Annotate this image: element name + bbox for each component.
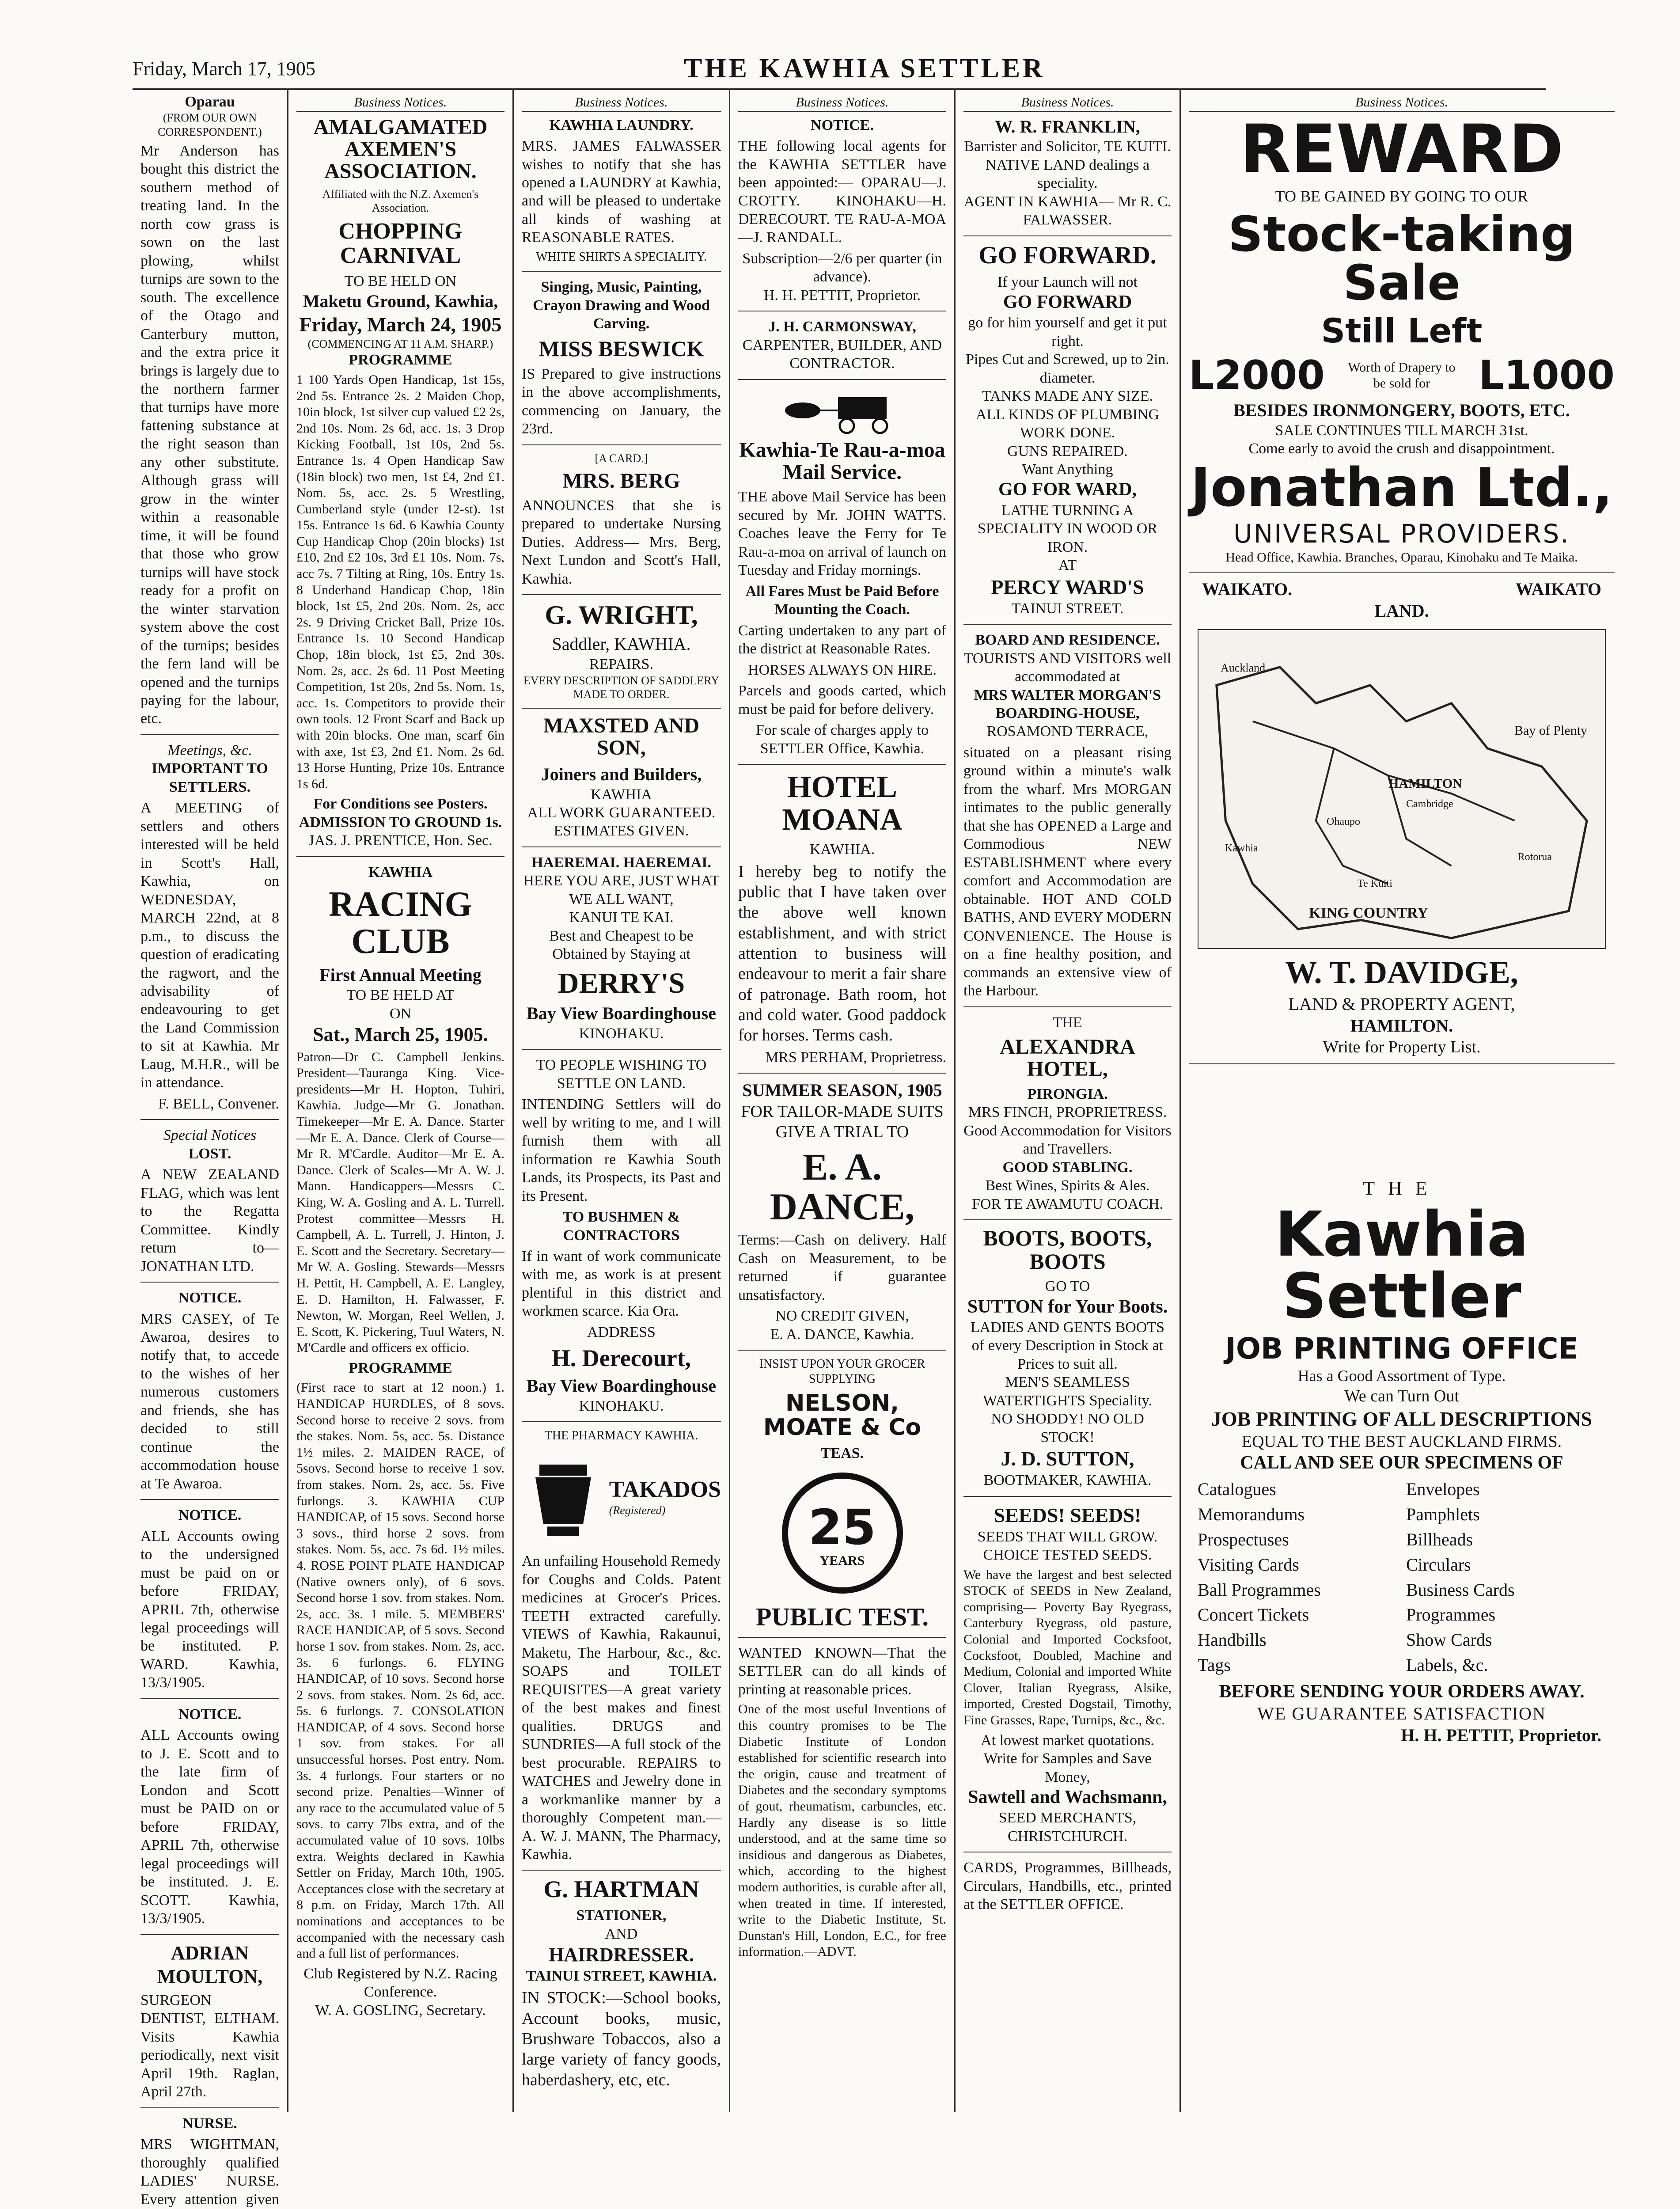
waikato-map <box>1198 629 1606 949</box>
column-2 <box>288 93 512 2107</box>
notice-text: SURGEON DENTIST, ELTHAM. Visits Kawhia periodically, next visit April 19th. Raglan, April 27th. <box>140 1992 279 2100</box>
ad-text: WANTED KNOWN—That the SETTLER can do all kinds of printing at reasonable prices. <box>738 1644 946 1698</box>
ad-heading: G. WRIGHT, <box>545 600 698 630</box>
ad-text: Best and Cheapest to be Obtained by Staying at <box>549 927 694 963</box>
notice-text: A MEETING of settlers and others interested will be held in Scott's Hall, Kawhia, on WEDNESDAY, MARCH 22nd, at 8 p.m., to discuss the question of eradicating the ragwort, and the advisability of endeavouring to get the Land Commission to sit at Kawhia. Mr Laug, M.H.R., will be in attendance. <box>140 800 279 1091</box>
ad-text: (COMMENCING AT 11 A.M. SHARP.) <box>307 337 493 350</box>
ad-subtitle: Affiliated with the N.Z. Axemen's Association. <box>322 187 479 215</box>
ad-text: TO PEOPLE WISHING TO SETTLE ON LAND. <box>536 1057 707 1092</box>
ad-text: Terms:—Cash on delivery. Half Cash on Measurement, to be returned if guarantee unsatisfactory. <box>738 1232 946 1303</box>
ad-text: If your Launch will not <box>997 273 1138 290</box>
map-heading: WAIKATO <box>1515 579 1601 600</box>
ad-heading: Stock-taking Sale <box>1228 205 1576 311</box>
ad-text: LAND & PROPERTY AGENT, <box>1288 994 1515 1014</box>
ad-text: KAWHIA. <box>809 841 875 858</box>
ad-text: JAS. J. PRENTICE, Hon. Sec. <box>308 832 493 849</box>
ad-text: CHOICE TESTED SEEDS. <box>983 1547 1152 1564</box>
column-4 <box>730 93 954 2107</box>
ad-heading: PUBLIC TEST. <box>755 1602 929 1632</box>
column-6 <box>1181 93 1623 2107</box>
notice-text: ALL Accounts owing to the undersigned must be paid on or before FRIDAY, APRIL 7th, otherwise legal proceedings will be instituted. P. WARD. Kawhia, 13/3/1905. <box>140 1528 279 1691</box>
ad-text: (First race to start at 12 noon.) 1. HANDICAP HURDLES, of 8 sovs. Second horse to receive 2 sovs. from the stakes. Nom. 5s, acc. 5s. Distance 1½ miles. 2. MAIDEN RACE, of 5sovs. Second horse to receive 1 sov. from stakes. Nom. 2s, acc. 5s. Five furlongs. 3. KAWHIA CUP HANDICAP, of 15 sovs. Second horse 3 sovs., third horse 2 sovs. from stakes. Nom. 5s, acc. 7s 6d. 1½ miles. 4. ROSE POINT PLATE HANDICAP (Native owners only), of 6 sovs. Second horse 1 sov. from stakes. Nom. 2s, acc. 3s. 1 mile. 5. MEMBERS' RACE HANDICAP, of 5 sovs. Second horse 1 sov. from stakes. Nom. 2s, acc. 3s. 6 furlongs. 6. FLYING HANDICAP, of 10 sovs. Second horse 2 sovs. from stakes. Nom. 2s 6d, acc. 5s. 6 furlongs. 7. CONSOLATION HANDICAP, of 4 sovs. Second horse 1 sov. from stakes. For all unsuccessful horses. Post entry. Nom. 3s. 4 furlongs. Four starters or no second prize. Penalties—Winner of any race to the accumulated value of 5 sovs. to carry 7lbs extra, and of the accumulated value of 10 sovs. 10lbs extra. Weights declared in Kawhia Settler on Friday, March 10th, 1905. Acceptances close with the secretary at 8 p.m. on Friday, March 17th. All nominations and acceptances to be accompanied with the necessary cash and a full list of performances. <box>296 1380 504 1961</box>
specimen-item: Tags <box>1198 1655 1231 1675</box>
ad-text: THE <box>1363 1177 1441 1199</box>
ad-text: ADMISSION TO GROUND 1s. <box>299 814 502 831</box>
ad-heading: J. H. CARMONSWAY, <box>768 319 916 335</box>
map-label: Ohaupo <box>1327 816 1360 827</box>
ad-text: WE GUARANTEE SATISFACTION <box>1257 1704 1546 1723</box>
ad-date: Sat., March 25, 1905. <box>313 1024 488 1045</box>
specimen-item: Memorandums <box>1198 1504 1305 1525</box>
ad-text: GOOD STABLING. <box>1002 1159 1133 1176</box>
column-header: Business Notices. <box>296 95 504 112</box>
map-label: Rotorua <box>1517 851 1552 863</box>
ad-text: KINOHAKU. <box>579 1397 664 1414</box>
ad-heading: TAKADOS <box>609 1476 721 1502</box>
specimen-item: Pamphlets <box>1406 1504 1480 1525</box>
ad-text: All Fares Must be Paid Before Mounting the Coach. <box>745 583 939 618</box>
ad-text: TOURISTS AND VISITORS well accommodated at <box>963 650 1172 685</box>
ad-text: LADIES AND GENTS BOOTS of every Description in Stock at Prices to suit all. <box>970 1319 1165 1372</box>
ad-text: Has a Good Assortment of Type. <box>1297 1367 1506 1385</box>
map-label: HAMILTON <box>1388 776 1462 791</box>
ad-text: STATIONER, <box>576 1907 667 1924</box>
ad-heading: E. A. DANCE, <box>770 1145 915 1228</box>
ad-heading: H. Derecourt, <box>551 1345 691 1372</box>
ad-text: Write for Property List. <box>1323 1037 1481 1056</box>
ad-text: TAINUI STREET, KAWHIA. <box>526 1967 717 1984</box>
specimen-list <box>1198 1479 1606 1676</box>
specimen-item: Billheads <box>1406 1529 1473 1549</box>
ad-text: Worth of Drapery to be sold for <box>1348 360 1456 391</box>
ad-heading: PERCY WARD'S <box>991 575 1144 598</box>
ad-text: FOR TAILOR-MADE SUITS GIVE A TRIAL TO <box>741 1102 944 1142</box>
ad-text: HAIRDRESSER. <box>549 1944 694 1966</box>
specimen-item: Ball Programmes <box>1198 1579 1321 1600</box>
specimen-item: Programmes <box>1406 1605 1496 1625</box>
ad-text: Head Office, Kawhia. Branches, Oparau, Kinohaku and Te Maika. <box>1225 550 1578 565</box>
ad-heading: Still Left <box>1321 311 1483 350</box>
ad-text: [A CARD.] <box>595 452 648 465</box>
ad-text: Bay View Boardinghouse <box>527 1003 716 1024</box>
ad-text: KINOHAKU. <box>579 1025 664 1042</box>
badge-label: YEARS <box>819 1553 865 1568</box>
column-header: Business Notices. <box>963 95 1172 112</box>
specimen-item: Labels, &c. <box>1406 1655 1488 1675</box>
ad-text: For Conditions see Posters. <box>313 796 488 812</box>
ad-heading: Sawtell and Wachsmann, <box>968 1787 1167 1807</box>
ad-text: TAINUI STREET. <box>1011 600 1124 617</box>
masthead <box>133 49 1546 90</box>
ad-text: CHRISTCHURCH. <box>1007 1828 1128 1845</box>
ad-text: NO SHODDY! NO OLD STOCK! <box>991 1411 1144 1446</box>
ad-text: CARDS, Programmes, Billheads, Circulars, Handbills, etc., printed at the SETTLER OFFICE. <box>963 1860 1172 1913</box>
notice-title: NOTICE. <box>178 1507 242 1524</box>
ad-text: WHITE SHIRTS A SPECIALITY. <box>536 250 707 264</box>
ad-text: Want Anything <box>1022 461 1113 478</box>
ad-text: TO BUSHMEN & CONTRACTORS <box>562 1209 680 1244</box>
badge-number: 25 <box>808 1499 876 1556</box>
ad-heading: CHOPPING CARNIVAL <box>338 219 463 268</box>
ad-heading: BOARD AND RESIDENCE. <box>975 632 1160 649</box>
ad-text: SALE CONTINUES TILL MARCH 31st. <box>1275 422 1528 439</box>
ad-text: THE PHARMACY KAWHIA. <box>544 1429 698 1443</box>
ad-text: INSIST UPON YOUR GROCER SUPPLYING <box>759 1357 925 1386</box>
ad-text: JOB PRINTING OF ALL DESCRIPTIONS <box>1211 1407 1593 1430</box>
ad-text: THE following local agents for the KAWHIA SETTLER have been appointed:— OPARAU—J. CROTTY. KINOHAKU—H. DERECOURT. TE RAU-A-MOA—J. RANDALL. <box>738 138 946 246</box>
ad-text: REPAIRS. <box>589 656 654 673</box>
price-new: L1000 <box>1479 352 1615 399</box>
notice-signature: F. BELL, Convener. <box>158 1095 279 1112</box>
ad-text: NATIVE LAND dealings a speciality. <box>985 156 1150 192</box>
ad-text: ADDRESS <box>587 1324 656 1340</box>
map-heading: LAND. <box>1374 600 1429 621</box>
notice-title: IMPORTANT TO SETTLERS. <box>152 760 268 795</box>
ad-text: INTENDING Settlers will do well by writing to me, and I will furnish them with all information re Kawhia South Lands, its Prospects, its Past and its Present. <box>522 1096 721 1204</box>
map-label: Auckland <box>1221 661 1266 674</box>
notice-title: ADRIAN MOULTON, <box>157 1942 263 1988</box>
map-label: Kawhia <box>1225 842 1258 854</box>
ad-heading: J. D. SUTTON, <box>1001 1447 1134 1470</box>
ad-text: ESTIMATES GIVEN. <box>554 823 689 839</box>
column-header: Business Notices. <box>1189 95 1615 112</box>
ad-heading: NELSON, MOATE & Co <box>763 1390 922 1441</box>
notice-text: ALL Accounts owing to J. E. Scott and to the late firm of London and Scott must be PAID on or before FRIDAY, APRIL 7th, otherwise legal proceedings will be instituted. J. E. SCOTT. Kawhia, 13/3/1905. <box>140 1727 279 1927</box>
ad-text: EQUAL TO THE BEST AUCKLAND FIRMS. <box>1241 1432 1562 1451</box>
section-heading: Special Notices <box>163 1127 257 1144</box>
ad-heading: PROGRAMME <box>349 1359 452 1376</box>
ad-text: Come early to avoid the crush and disappointment. <box>1248 440 1555 457</box>
notice-title: LOST. <box>188 1145 231 1162</box>
ad-text: BOOTMAKER, KAWHIA. <box>983 1472 1152 1489</box>
specimen-item: Catalogues <box>1198 1479 1276 1499</box>
ad-text: CARPENTER, BUILDER, AND CONTRACTOR. <box>742 337 942 372</box>
ad-title: AMALGAMATED AXEMEN'S ASSOCIATION. <box>313 115 488 183</box>
ad-text: E. A. DANCE, Kawhia. <box>770 1326 914 1343</box>
ad-heading: MAXSTED AND SON, <box>543 714 700 760</box>
ad-heading: DERRY'S <box>557 967 685 999</box>
ad-heading: SUMMER SEASON, 1905 <box>742 1080 942 1101</box>
ad-text: CALL AND SEE OUR SPECIMENS OF <box>1240 1453 1563 1473</box>
map-heading: WAIKATO. <box>1202 579 1293 600</box>
ad-text: LATHE TURNING A SPECIALITY IN WOOD OR IRON. <box>977 502 1158 555</box>
ad-text: 1 100 Yards Open Handicap, 1st 15s, 2nd 5s. Entrance 2s. 2 Maiden Chop, 10in block, 1st silver cup valued £2 2s, 2nd 10s. Nom. 2s 6d, acc. 1s. 3 Drop Kicking Football, 1st 10s, 2nd 5s. Entrance 1s. 4 Open Handicap Saw (18in block) two men, 1st £4, 2nd £1. Nom. 5s, acc. 2s. 5 Wrestling, Cumberland style (under 12-st). 1st 15s. Entrance 1s 6d. 6 Kawhia County Cup Handicap Chop (20in blocks) 1st £10, 2nd £2 10s, 3rd £1 10s. Nom. 7s, acc 7s. 7 Tilting at Ring, 10s. Entry 1s. 8 Underhand Handicap Chop, 18in block, 1st £5, 2nd 20s. Nom. 2s, acc 2s. 9 Driving Cricket Ball, Prize 10s. Entrance 1s. 10 Second Handicap Chop, 18in block, 1st £5, 2nd 30s. Nom. 2s, acc. 2s 6d. 11 Post Meeting Competition, 1st 20s, 2nd 5s. Nom. 1s, acc. 1s. Competitors to provide their own tools. 12 Front Scarf and Back up with 20in blocks. One man, scarf 6in with axe, 1st £3, 2nd £1. Nom. 2s 6d. 13 Horse Hunting, Prize 10s. Entrance 1s 6d. <box>296 372 504 791</box>
notice-title: NOTICE. <box>178 1290 242 1306</box>
ad-text: TO BE HELD ON <box>344 273 457 290</box>
ad-heading: Kawhia-Te Rau-a-moa Mail Service. <box>739 438 945 484</box>
ad-text: HERE YOU ARE, JUST WHAT WE ALL WANT, <box>523 873 720 907</box>
ad-text: KANUI TE KAI. <box>569 909 674 926</box>
ad-text: Bay View Boardinghouse <box>527 1376 716 1396</box>
specimen-item: Prospectuses <box>1198 1529 1289 1549</box>
ad-heading: MISS BESWICK <box>539 336 704 361</box>
ad-heading: NOTICE. <box>811 117 874 133</box>
ad-text: UNIVERSAL PROVIDERS. <box>1233 518 1570 549</box>
ad-text: GUNS REPAIRED. <box>1007 443 1128 459</box>
coach-icon <box>772 386 913 435</box>
ad-text: ANNOUNCES that she is prepared to undertake Nursing Duties. Address— Mrs. Berg, Next Lundon and Scott's Hall, Kawhia. <box>522 497 721 587</box>
column-header: Business Notices. <box>738 95 946 112</box>
ad-heading: KAWHIA <box>368 864 433 881</box>
notice-text: A NEW ZEALAND FLAG, which was lent to the Regatta Committee. Kindly return to— JONATHAN LTD. <box>140 1166 279 1275</box>
ad-text: Club Registered by N.Z. Racing Conference. <box>303 1965 497 2000</box>
price-old: L2000 <box>1189 352 1325 399</box>
section-subheading: (FROM OUR OWN CORRESPONDENT.) <box>158 111 262 139</box>
ad-heading: Jonathan Ltd., <box>1191 457 1613 519</box>
ad-text: Best Wines, Spirits & Ales. <box>985 1177 1150 1194</box>
ad-text: ROSAMOND TERRACE, <box>986 723 1149 740</box>
specimen-item: Envelopes <box>1406 1479 1480 1499</box>
ad-text: BEFORE SENDING YOUR ORDERS AWAY. <box>1219 1681 1585 1702</box>
notice-title: NOTICE. <box>178 1706 242 1723</box>
ad-text: Barrister and Solicitor, TE KUITI. <box>964 138 1171 155</box>
ad-text: SUTTON for Your Boots. <box>967 1296 1168 1317</box>
ad-text: Pipes Cut and Screwed, up to 2in. diameter. <box>966 351 1169 386</box>
column-5 <box>956 93 1179 2107</box>
ad-text: NO CREDIT GIVEN, <box>775 1308 909 1325</box>
specimen-item: Show Cards <box>1406 1630 1492 1650</box>
ad-text: AT <box>1058 557 1077 574</box>
ad-text: HAEREMAI. HAEREMAI. <box>531 854 712 871</box>
notice-text: MRS WIGHTMAN, thoroughly qualified LADIES' NURSE. Every attention given <box>140 2136 279 2208</box>
section-heading: Oparau <box>185 94 235 110</box>
ad-text: We can Turn Out <box>1344 1387 1459 1406</box>
ad-text: BOARDING-HOUSE, <box>995 705 1140 722</box>
ad-date: Friday, March 24, 1905 <box>299 313 502 336</box>
ad-text: HAMILTON. <box>1350 1016 1453 1036</box>
ad-text: First Annual Meeting <box>319 965 482 985</box>
ad-text: MRS WALTER MORGAN'S <box>974 687 1161 703</box>
masthead-date: Friday, March 17, 1905 <box>133 57 315 80</box>
ad-text: For scale of charges apply to SETTLER Office, Kawhia. <box>755 722 929 757</box>
ad-heading: G. HARTMAN <box>543 1876 699 1903</box>
notice-title: NURSE. <box>182 2115 237 2132</box>
ad-text: AND <box>605 1925 638 1942</box>
ad-text: ALL KINDS OF PLUMBING WORK DONE. <box>975 406 1160 441</box>
ad-text: H. H. PETTIT, Proprietor. <box>763 287 921 304</box>
map-label: Cambridge <box>1406 798 1453 810</box>
ad-text: One of the most useful Inventions of this country promises to be The Diabetic Institute of London established for scientific research into the origin, cause and treatment of Diabetes and the secondary symptoms of gout, rheumatism, carbuncles, etc. Hardly any disease is so little understood, and at the same time so insidious and dangerous as Diabetes, which, according to the highest modern authorities, is curable after all, when treated in time. If interested, write to the Diabetic Institute, St. Dunstan's Hill, London, E.C., for free information.—ADVT. <box>738 1702 946 1959</box>
ad-text: GO FORWARD <box>1003 292 1132 312</box>
ad-text: If in want of work communicate with me, as work is at present plentiful in this district and workmen scarce. Kia Ora. <box>522 1248 721 1320</box>
ad-text: H. H. PETTIT, Proprietor. <box>1401 1725 1601 1745</box>
ad-text: GO TO <box>1045 1278 1090 1295</box>
ad-text: BESIDES IRONMONGERY, BOOTS, ETC. <box>1233 400 1570 421</box>
ad-heading: REWARD <box>1240 110 1564 188</box>
ad-heading: MRS. BERG <box>562 469 680 493</box>
notice-text: MRS CASEY, of Te Awaroa, desires to notify that, to accede to the wishes of her numerous customers and friends, she has decided to still continue the accommodation house at Te Awaroa. <box>140 1310 279 1492</box>
ad-heading: RACING CLUB <box>329 885 472 961</box>
ad-heading: HOTEL MOANA <box>782 770 903 837</box>
ad-text: TEAS. <box>820 1445 864 1461</box>
anniversary-badge <box>776 1467 909 1599</box>
ad-text: MRS FINCH, PROPRIETRESS. <box>968 1104 1167 1121</box>
ad-text: At lowest market quotations. <box>981 1732 1154 1749</box>
ad-heading: Kawhia Settler <box>1274 1198 1529 1332</box>
column-1 <box>133 93 287 2208</box>
ad-text: Saddler, KAWHIA. <box>552 634 691 654</box>
ad-text: We have the largest and best selected STOCK of SEEDS in New Zealand, comprising— Poverty Bay Ryegrass, Canterbury Ryegrass, old pasture, Colonial and Imported Cocksfoot, Cocksfoot, Doubled, Machine and Medium, Colonial and imported White Clover, Italian Ryegrass, Alsike, imported, Crested Dogstail, Timothy, Fine Grasses, Rape, Turnips, &c., &c. <box>963 1567 1172 1727</box>
ad-heading: W. R. FRANKLIN, <box>995 116 1140 137</box>
ad-text: EVERY DESCRIPTION OF SADDLERY MADE TO ORDER. <box>523 674 720 701</box>
ad-text: Patron—Dr C. Campbell Jenkins. President—Tauranga King. Vice-presidents—Mr H. Hopton, Tuhiri, Kawhia. Judge—Mr G. Jonathan. Timekeeper—Mr E. A. Dance. Starter—Mr E. A. Dance. Clerk of Course—Mr R. M'Cardle. Auditor—Mr E. A. Dance. Clerk of Scales—Mr A. W. J. Mann. Handicappers—Messrs C. King, W. A. Gosling and A. L. Turrell. Protest committee—Messrs H. Campbell, A. L. Turrell, J. Hinton, J. E. Scott and the Secretary. Secretary—Mr W. A. Gosling. Stewards—Messrs H. Pettit, H. Campbell, A. E. Langley, E. D. Hamilton, H. Falwasser, F. Newton, W. Morgan, Reel Wellen, J. E. Scott, K. Pickering, Tuul Waters, N. M'Cardle and officers ex officio. <box>296 1049 504 1355</box>
ad-text: Carting undertaken to any part of the district at Reasonable Rates. <box>738 622 946 657</box>
ad-text: (Registered) <box>609 1504 666 1517</box>
ad-text: Good Accommodation for Visitors and Travellers. <box>963 1122 1172 1158</box>
ad-text: Singing, Music, Painting, Crayon Drawing and Wood Carving. <box>533 279 710 332</box>
ad-text: TANKS MADE ANY SIZE. <box>982 388 1153 405</box>
ad-text: AGENT IN KAWHIA— Mr R. C. FALWASSER. <box>963 193 1172 228</box>
map-label: KING COUNTRY <box>1309 904 1428 921</box>
ad-text: situated on a pleasant rising ground within a minute's walk from the wharf. Mrs MORGAN intimates to the public generally that she has OPENED a Large and Commodious NEW ESTABLISHMENT where every comfort and Accommodation are obtainable. HOT AND COLD BATHS, AND EVERY MODERN CONVENIENCE. The House is on a fine healthy position, and commands an extensive view of the Harbour. <box>963 744 1172 999</box>
ad-text: MEN'S SEAMLESS WATERTIGHTS Speciality. <box>983 1374 1152 1409</box>
map-label: Te Kuiti <box>1358 877 1392 889</box>
ad-text: ON <box>389 1005 412 1022</box>
masthead-title: THE KAWHIA SETTLER <box>684 53 1045 84</box>
column-3 <box>514 93 729 2107</box>
ad-text: An unfailing Household Remedy for Coughs and Colds. Patent medicines at Grocer's Prices. TEETH extracted carefully. VIEWS of Kawhia, Rakaunui, Maketu, The Harbour, &c., &c. SOAPS and TOILET REQUISITES—A great variety of the best makes and finest qualities. DRUGS and SUNDRIES—A full stock of the best procurable. REPAIRS to WATCHES and Jewelry done in a workmanlike manner by a thoroughly Competent man.— A. W. J. MANN, The Pharmacy, Kawhia. <box>522 1553 721 1863</box>
column-header: Business Notices. <box>522 95 721 112</box>
ad-text: MRS PERHAM, Proprietress. <box>765 1049 946 1066</box>
ad-text: KAWHIA <box>591 786 652 803</box>
map-label: Bay of Plenty <box>1514 723 1587 738</box>
ad-text: TO BE GAINED BY GOING TO OUR <box>1275 187 1528 205</box>
ad-text: Subscription—2/6 per quarter (in advance). <box>742 250 942 285</box>
ad-text: FOR TE AWAMUTU COACH. <box>971 1196 1164 1212</box>
ad-text: SEEDS THAT WILL GROW. <box>977 1528 1158 1545</box>
ad-heading: GO FORWARD. <box>978 241 1157 269</box>
ad-heading: JOB PRINTING OFFICE <box>1225 1331 1578 1366</box>
ad-text: IS Prepared to give instructions in the above accomplishments, commencing on January, the 23rd. <box>522 365 721 437</box>
ad-heading: KAWHIA LAUNDRY. <box>549 117 694 133</box>
ad-text: THE above Mail Service has been secured by Mr. JOHN WATTS. Coaches leave the Ferry for Te Rau-a-moa on arrival of launch on Tuesday and Friday mornings. <box>738 489 946 579</box>
article-text: Mr Anderson has bought this district the southern method of treating land. In the north cow grass is sown on the last plowing, whilst turnips are sown to the south. The excellence of the Otago and Canterbury mutton, and the extra price it brings is largely due to the northern farmer that turnips have more fattening substance at the right season than any other substitute. Although grass will grow in the winter within a reasonable time, it will be found that those who grow turnips will have stock ready for a profit on the winter starvation system above the cost of the turnips; besides the fern land will be opened and the turnips paying for the labour, etc. <box>140 142 279 727</box>
section-heading: Meetings, &c. <box>167 742 252 759</box>
specimen-item: Visiting Cards <box>1198 1554 1299 1575</box>
ad-text: THE <box>1053 1014 1082 1031</box>
specimen-item: Handbills <box>1198 1630 1267 1650</box>
ad-text: I hereby beg to notify the public that I have taken over the above well known establishment, and with strict attention to business will endeavour to merit a fair share of patronage. Bath room, hot and cold water. Good paddock for horses. Terms cash. <box>738 862 946 1045</box>
ad-text: PIRONGIA. <box>1027 1086 1108 1102</box>
ad-heading: ALEXANDRA HOTEL, <box>1000 1035 1135 1081</box>
ad-text: W. A. GOSLING, Secretary. <box>315 2002 486 2019</box>
ad-text: Write for Samples and Save Money, <box>983 1750 1152 1785</box>
specimen-item: Business Cards <box>1406 1579 1515 1600</box>
specimen-item: Concert Tickets <box>1198 1605 1309 1625</box>
specimen-item: Circulars <box>1406 1554 1471 1575</box>
ad-text: GO FOR WARD, <box>998 479 1137 500</box>
ad-heading: PROGRAMME <box>349 352 452 368</box>
mortar-icon <box>523 1448 603 1545</box>
ad-heading: BOOTS, BOOTS, BOOTS <box>983 1226 1152 1274</box>
ad-heading: SEEDS! SEEDS! <box>994 1503 1141 1526</box>
ad-text: HORSES ALWAYS ON HIRE. <box>748 661 937 678</box>
ad-text: MRS. JAMES FALWASSER wishes to notify that she has opened a LAUNDRY at Kawhia, and will be pleased to undertake all kinds of washing at REASONABLE RATES. <box>522 138 721 246</box>
ad-heading: W. T. DAVIDGE, <box>1285 954 1518 990</box>
ad-venue: Maketu Ground, Kawhia, <box>303 291 498 311</box>
ad-text: go for him yourself and get it put right. <box>968 315 1167 349</box>
ad-text: IN STOCK:—School books, Account books, music, Brushware Tobaccos, also a large variety of fancy goods, haberdashery, etc, etc. <box>522 1989 721 2089</box>
ad-text: ALL WORK GUARANTEED. <box>527 805 716 821</box>
ad-text: SEED MERCHANTS, <box>998 1810 1137 1826</box>
ad-text: TO BE HELD AT <box>346 987 455 1004</box>
ad-text: Parcels and goods carted, which must be paid for before delivery. <box>738 683 946 717</box>
ad-text: Joiners and Builders, <box>541 764 702 784</box>
